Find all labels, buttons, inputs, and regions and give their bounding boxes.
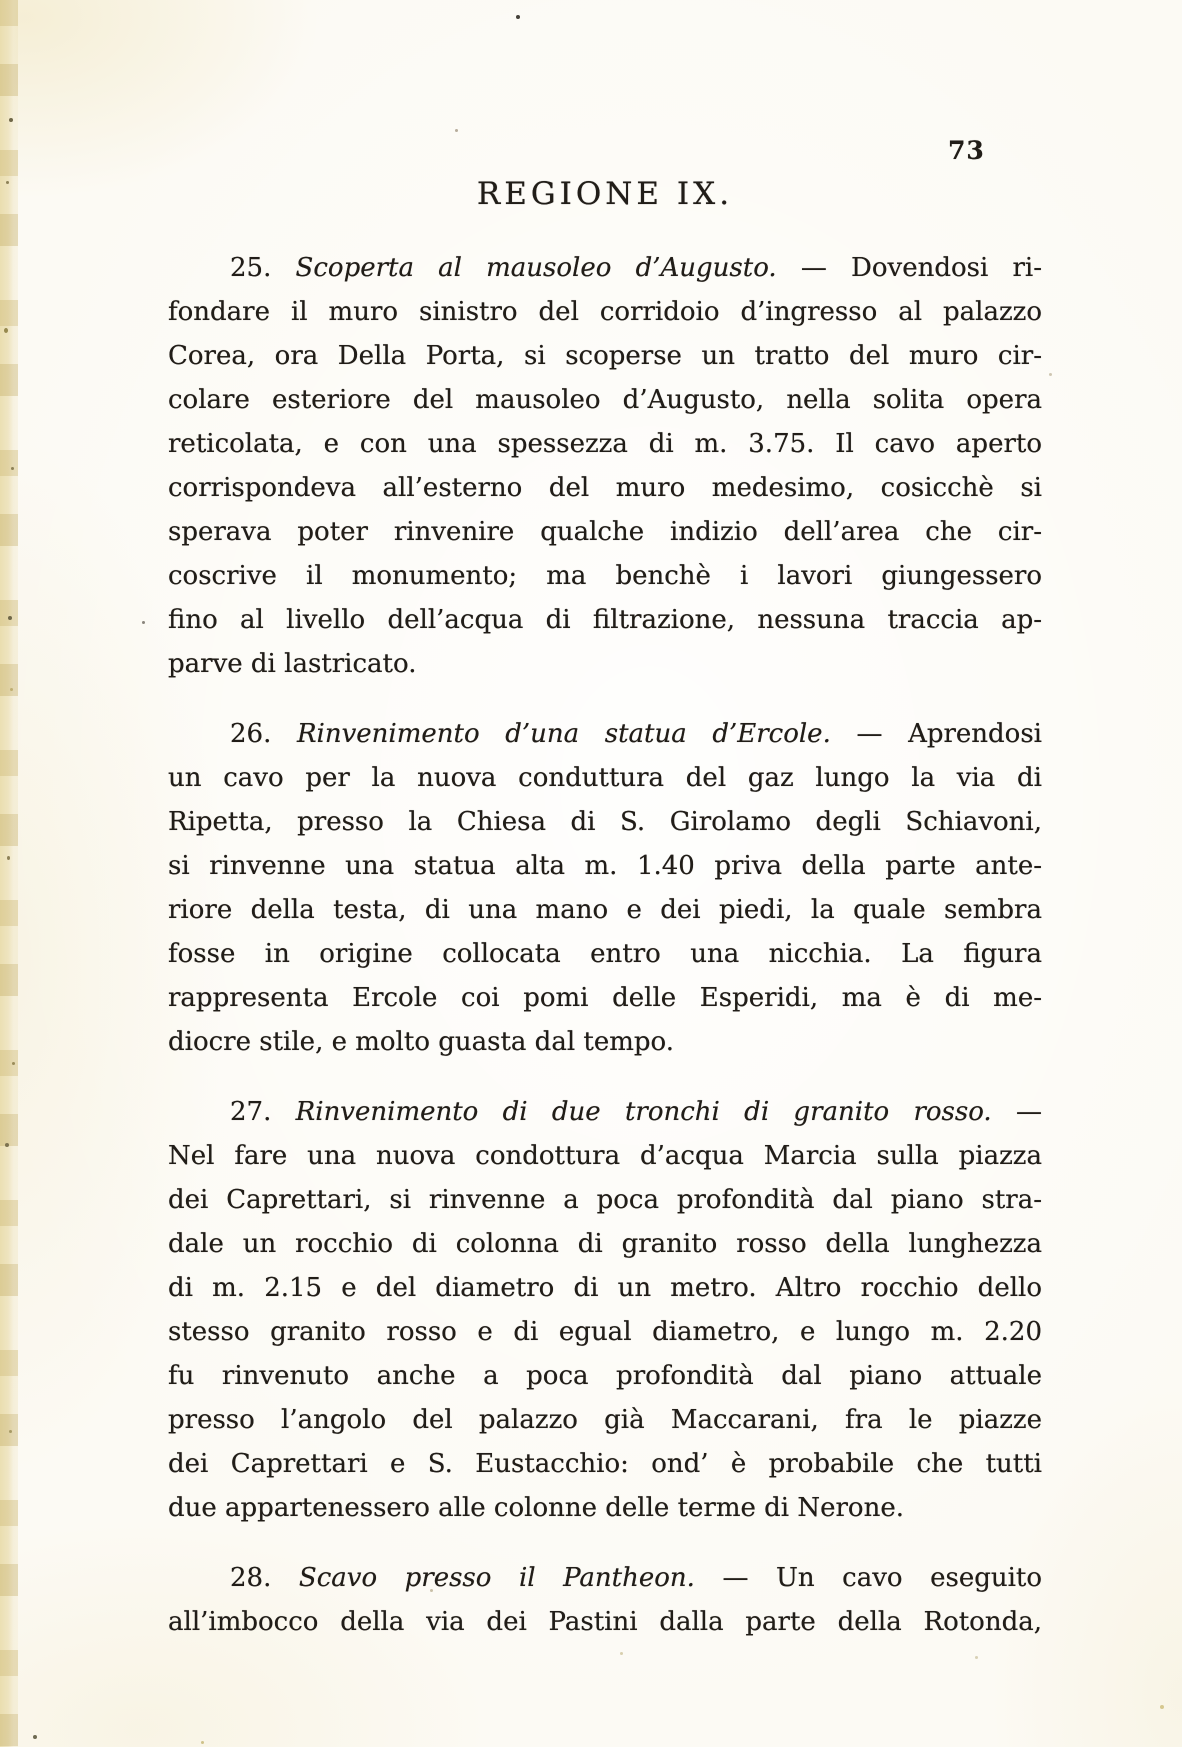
- page-number: 73: [948, 136, 985, 165]
- binding-speck: [10, 688, 13, 691]
- em-dash: —: [800, 253, 827, 283]
- em-dash: —: [1016, 1097, 1043, 1127]
- paragraph-line: un cavo per la nuova conduttura del gaz lungo la via di: [168, 763, 1042, 793]
- em-dash: —: [722, 1563, 749, 1593]
- scan-speck: [33, 1735, 37, 1739]
- paragraph-line: all’imbocco della via dei Pastini dalla parte della Rotonda,: [168, 1607, 1042, 1637]
- paragraph-line: dei Caprettari, si rinvenne a poca profondità dal piano stra-: [168, 1185, 1042, 1215]
- paragraph-title: Rinvenimento di due tronchi di granito rosso.: [295, 1097, 992, 1127]
- scan-speck: [516, 15, 520, 19]
- page-title: REGIONE IX.: [476, 176, 734, 212]
- paragraph-line: fino al livello dell’acqua di filtrazione, nessuna traccia ap-: [168, 605, 1042, 635]
- paragraph-line: colare esteriore del mausoleo d’Augusto, nella solita opera: [168, 385, 1042, 415]
- binding-speck: [7, 856, 10, 860]
- paragraph-line: fondare il muro sinistro del corridoio d’ingresso al palazzo: [168, 297, 1042, 327]
- binding-shadow: [0, 0, 18, 1747]
- binding-speck: [5, 1143, 9, 1147]
- paragraph-line: fu rinvenuto anche a poca profondità dal piano attuale: [168, 1361, 1042, 1391]
- paragraph-number: 28.: [230, 1563, 272, 1593]
- paragraph: [168, 1090, 1042, 1530]
- paragraph-line: coscrive il monumento; ma benchè i lavori giungessero: [168, 561, 1042, 591]
- paragraph-line: di m. 2.15 e del diametro di un metro. Altro rocchio dello: [168, 1273, 1042, 1303]
- paragraph-first-line: [168, 1090, 1042, 1134]
- paragraph-line: due appartenessero alle colonne delle terme di Nerone.: [168, 1493, 904, 1523]
- paragraph-line: fosse in origine collocata entro una nicchia. La figura: [168, 939, 1042, 969]
- scan-speck: [975, 1656, 978, 1659]
- paragraph: [168, 712, 1042, 1064]
- paragraph-line: corrispondeva all’esterno del muro medesimo, cosicchè si: [168, 473, 1042, 503]
- paragraph-line: stesso granito rosso e di egual diametro, e lungo m. 2.20: [168, 1317, 1042, 1347]
- scan-speck: [201, 1741, 204, 1744]
- paragraph: [168, 246, 1042, 686]
- page-body: [168, 246, 1042, 1644]
- binding-speck: [12, 1062, 15, 1065]
- em-dash: —: [856, 719, 883, 749]
- paragraph-number: 26.: [230, 719, 272, 749]
- scan-speck: [1160, 1705, 1164, 1709]
- paragraph-line: dei Caprettari e S. Eustacchio: ond’ è probabile che tutti: [168, 1449, 1042, 1479]
- binding-speck: [9, 118, 13, 122]
- paragraph-first-line-text: Aprendosi: [908, 719, 1042, 749]
- scan-speck: [1049, 373, 1052, 376]
- binding-speck: [11, 467, 14, 470]
- paragraph-title: Rinvenimento d’una statua d’Ercole.: [296, 719, 831, 749]
- paragraph-line: parve di lastricato.: [168, 649, 417, 679]
- scan-speck: [620, 1652, 623, 1655]
- paragraph-title: Scoperta al mausoleo d’Augusto.: [295, 253, 777, 283]
- paragraph-first-line: [168, 1556, 1042, 1600]
- paragraph-line: presso l’angolo del palazzo già Maccarani, fra le piazze: [168, 1405, 1042, 1435]
- paragraph-line: diocre stile, e molto guasta dal tempo.: [168, 1027, 674, 1057]
- paragraph-line: reticolata, e con una spessezza di m. 3.75. Il cavo aperto: [168, 429, 1042, 459]
- binding-speck: [4, 328, 8, 333]
- paragraph-first-line: [168, 246, 1042, 290]
- paragraph-line: dale un rocchio di colonna di granito rosso della lunghezza: [168, 1229, 1042, 1259]
- paragraph-first-line: [168, 712, 1042, 756]
- paragraph-line: riore della testa, di una mano e dei piedi, la quale sembra: [168, 895, 1042, 925]
- paragraph-number: 27.: [230, 1097, 272, 1127]
- binding-speck: [8, 616, 12, 620]
- paragraph: [168, 1556, 1042, 1644]
- paragraph-line: Nel fare una nuova condottura d’acqua Marcia sulla piazza: [168, 1141, 1042, 1171]
- scan-speck: [142, 621, 145, 624]
- binding-speck: [9, 1430, 12, 1433]
- paragraph-line: Ripetta, presso la Chiesa di S. Girolamo degli Schiavoni,: [168, 807, 1042, 837]
- paragraph-number: 25.: [230, 253, 272, 283]
- paragraph-line: Corea, ora Della Porta, si scoperse un tratto del muro cir-: [168, 341, 1042, 371]
- paragraph-line: si rinvenne una statua alta m. 1.40 priva della parte ante-: [168, 851, 1042, 881]
- paragraph-first-line-text: Dovendosi ri-: [851, 253, 1043, 283]
- binding-speck: [6, 181, 9, 184]
- paragraph-title: Scavo presso il Pantheon.: [298, 1563, 695, 1593]
- paragraph-first-line-text: Un cavo eseguito: [775, 1563, 1043, 1593]
- paragraph-line: rappresenta Ercole coi pomi delle Esperidi, ma è di me-: [168, 983, 1042, 1013]
- paragraph-line: sperava poter rinvenire qualche indizio dell’area che cir-: [168, 517, 1042, 547]
- scan-speck: [455, 129, 458, 132]
